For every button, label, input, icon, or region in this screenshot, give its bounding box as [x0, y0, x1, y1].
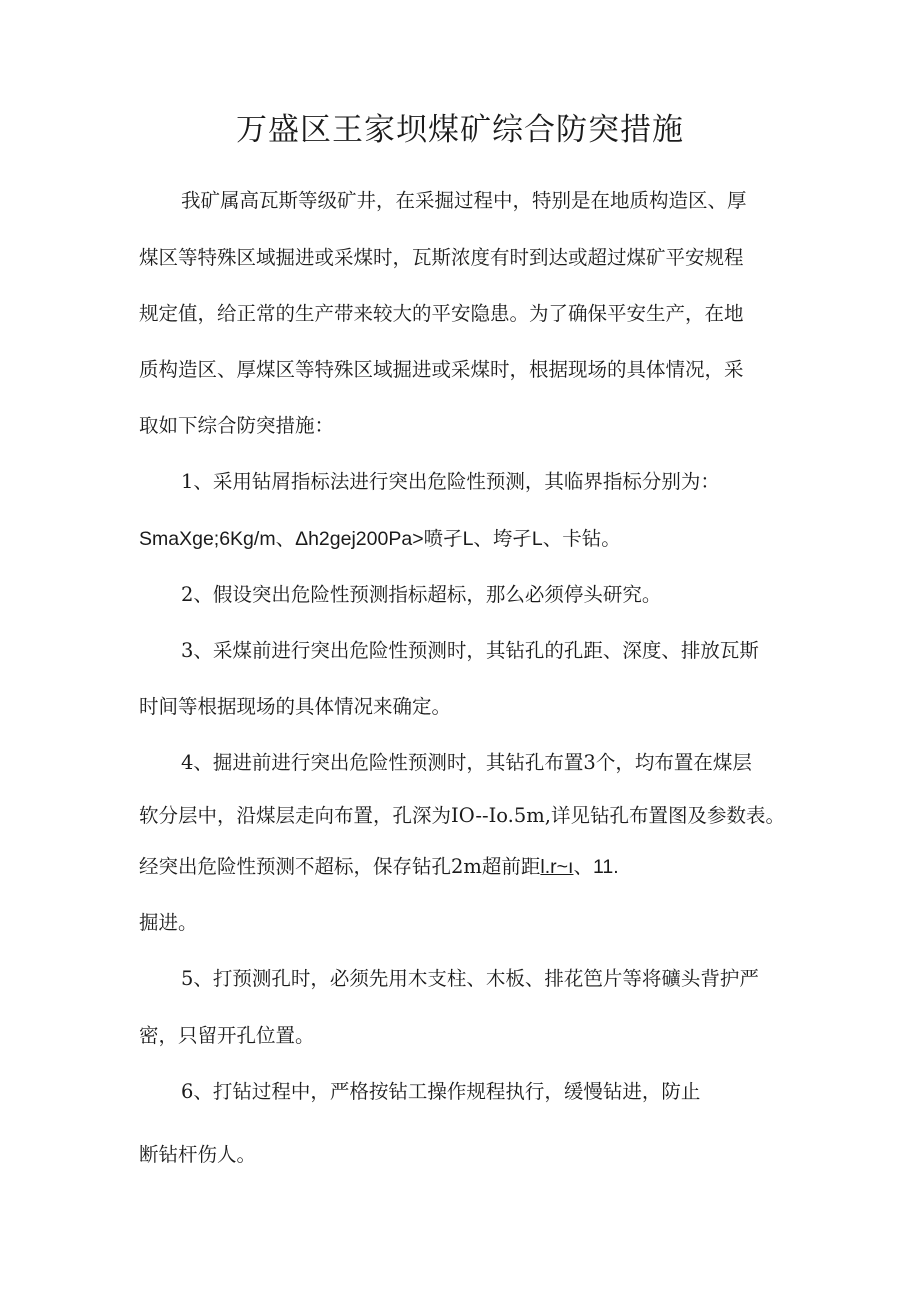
- paragraph-line: 密，只留开孔位置。: [139, 1024, 315, 1047]
- item-5-line: 5、打预测孔时，必须先用木支柱、木板、排花笆片等将礦头背护严: [181, 967, 759, 990]
- item-2-line: 2、假设突出危险性预测指标超标，那么必须停头研究。: [181, 583, 662, 606]
- paragraph-line: 时间等根据现场的具体情况来确定。: [139, 695, 452, 718]
- paragraph-line: 断钻杆伤人。: [139, 1143, 257, 1166]
- paragraph-line: 软分层中，沿煤层走向布置，孔深为IO--Io.5m,详见钻孔布置图及参数表。: [139, 804, 785, 827]
- formula-line: SmaXge;6Kg/m、Δh2gej200Pa>喷孑L、垮孑L、卡钻。: [139, 528, 621, 550]
- item-1-line: 1、采用钻屑指标法进行突出危险性预测，其临界指标分别为：: [181, 470, 720, 493]
- paragraph-line: 取如下综合防突措施：: [139, 414, 335, 437]
- paragraph-line: 我矿属高瓦斯等级矿井，在采掘过程中，特别是在地质构造区、厚: [181, 189, 747, 212]
- item-6-line: 6、打钻过程中，严格按钻工操作规程执行，缓慢钻进，防止: [181, 1080, 701, 1103]
- underlined-fragment: l.r~ı: [540, 856, 574, 878]
- line-text: 经突出危险性预测不超标，保存钻孔2m超前距: [139, 855, 541, 878]
- item-4-line: 4、掘进前进行突出危险性预测时，其钻孔布置3个，均布置在煤层: [181, 751, 752, 774]
- item-3-line: 3、采煤前进行突出危险性预测时，其钻孔的孔距、深度、排放瓦斯: [181, 639, 759, 662]
- line-tail: 、11.: [573, 856, 619, 878]
- paragraph-line: 质构造区、厚煤区等特殊区域掘进或采煤时，根据现场的具体情况，采: [139, 358, 744, 381]
- paragraph-line: 掘进。: [139, 911, 198, 934]
- paragraph-line: 煤区等特殊区域掘进或采煤时，瓦斯浓度有时到达或超过煤矿平安规程: [139, 246, 744, 269]
- page-title: 万盛区王家坝煤矿综合防突措施: [236, 112, 684, 148]
- paragraph-line: [139, 852, 619, 882]
- paragraph-line: 规定值，给正常的生产带来较大的平安隐患。为了确保平安生产，在地: [139, 302, 744, 325]
